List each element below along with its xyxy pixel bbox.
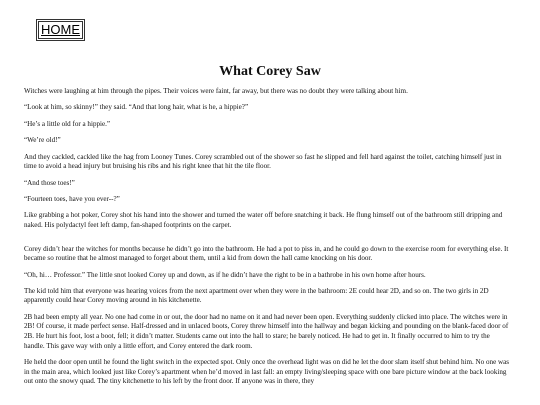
paragraph: “He’s a little old for a hippie.”: [24, 119, 111, 128]
paragraph: Witches were laughing at him through the pipes. Their voices were faint, far away, but there was no doubt they were talking about him.: [24, 87, 408, 95]
paragraph: “And those toes!”: [24, 178, 75, 187]
story-title: What Corey Saw: [219, 64, 321, 79]
paragraph: “We’re old!”: [24, 136, 61, 145]
paragraph: The kid told him that everyone was hearing voices from the next apartment over when they were in the bathroom: 2E could hear 2D, and so on. The two girls in 2D apparently could hear Corey moving around in his kitchenette.: [24, 286, 489, 305]
paragraph: Corey didn’t hear the witches for months because he didn’t go into the bathroom. He had a pot to piss in, and he could go down to the exercise room for everything else. It became so routine that he almost managed to forget about them, until a kid from down the hall came knocking on his door.: [24, 244, 509, 263]
paragraph: “Fourteen toes, have you ever--?”: [24, 194, 120, 203]
paragraph: And they cackled, cackled like the hag from Looney Tunes. Corey scrambled out of the shower so fast he slipped and fell hard against the toilet, catching himself just in time to avoid a head injury but bruising his ribs and his right knee that hit the tile floor.: [24, 152, 502, 171]
paragraph: 2B had been empty all year. No one had come in or out, the door had no name on it and had never been open. Everything suddenly clicked into place. The witches were in 2B! Of course, it made perfect sense. Half-dressed and in unlaced boots, Corey threw himself into the hallway and began kicking and pounding on the blank-faced door of 2B. He hurt his foot, lost a boot, fell; it didn’t matter. Students came out into the hall to stare; he barely noticed. He had to get in. It finally occurred to him to try the handle. This gave way with only a little effort, and Corey entered the dark room.: [24, 312, 509, 350]
paragraph: He held the door open until he found the light switch in the expected spot. Only once the overhead light was on did he let the door slam itself shut behind him. No one was in the main area, which looked just like Corey’s apartment when he’d moved in last fall: an empty living/sleeping space with one bare picture window at the back looking out onto the snowy quad. The tiny kitchenette to his left by the front door. If anyone was in there, they: [24, 358, 510, 386]
home-button[interactable]: HOME: [38, 21, 83, 39]
paragraph: “Oh, hi… Professor.” The little snot looked Corey up and down, as if he didn’t have the right to be in a bathrobe in his own home after hours.: [24, 270, 426, 279]
paragraph: “Look at him, so skinny!” they said. “And that long hair, what is he, a hippie?”: [24, 103, 249, 112]
story-body: [24, 87, 512, 394]
paragraph: Like grabbing a hot poker, Corey shot his hand into the shower and turned the water off before snatching it back. He flung himself out of the bathroom still dripping and naked. His polydactyl feet left damp, fan-shaped footprints on the carpet.: [24, 211, 503, 229]
